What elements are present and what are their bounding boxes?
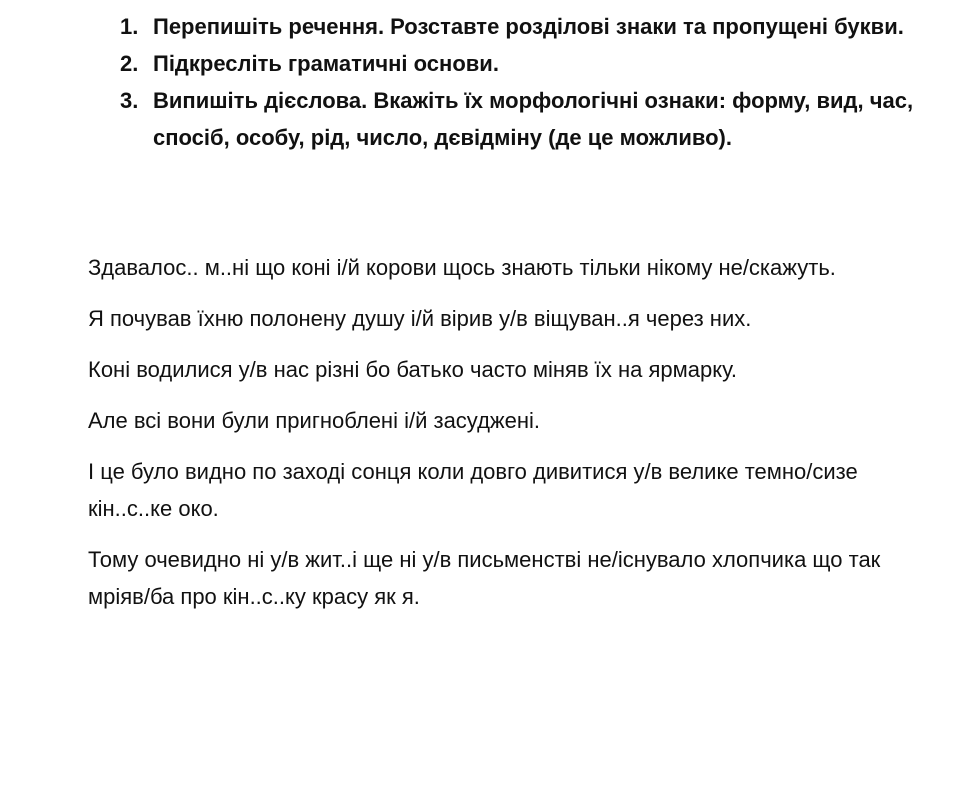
task-number: 3. [120,88,139,113]
sentence-paragraph: Коні водилися у/в нас різні бо батько часто міняв їх на ярмарку. [88,357,737,382]
task-item [120,82,940,156]
sentence-paragraph: Здавалос.. м..ні що коні і/й корови щось знають тільки нікому не/скажуть. [88,255,836,280]
task-number: 2. [120,51,139,76]
task-list [120,8,940,156]
exercise-text [88,249,908,629]
task-number: 1. [120,14,139,39]
task-text: Підкресліть граматичні основи. [153,51,499,76]
sentence-paragraph: Тому очевидно ні у/в жит..і ще ні у/в письменстві не/існувало хлопчика що так мріяв/ба про кін..с..ку красу як я. [88,547,881,609]
task-text: Випишіть дієслова. Вкажіть їх морфологічні ознаки: форму, вид, час, спосіб, особу, рід, число, дєвідміну (де це можливо). [153,88,914,150]
sentence-paragraph: Я почував їхню полонену душу і/й вірив у/в віщуван..я через них. [88,306,752,331]
task-item [120,45,940,82]
task-item [120,8,940,45]
sentence-paragraph: І це було видно по заході сонця коли довго дивитися у/в велике темно/сизе кін..с..ке око. [88,459,858,521]
task-text: Перепишіть речення. Розставте розділові знаки та пропущені букви. [153,14,904,39]
sentence-paragraph: Але всі вони були пригноблені і/й засуджені. [88,408,541,433]
